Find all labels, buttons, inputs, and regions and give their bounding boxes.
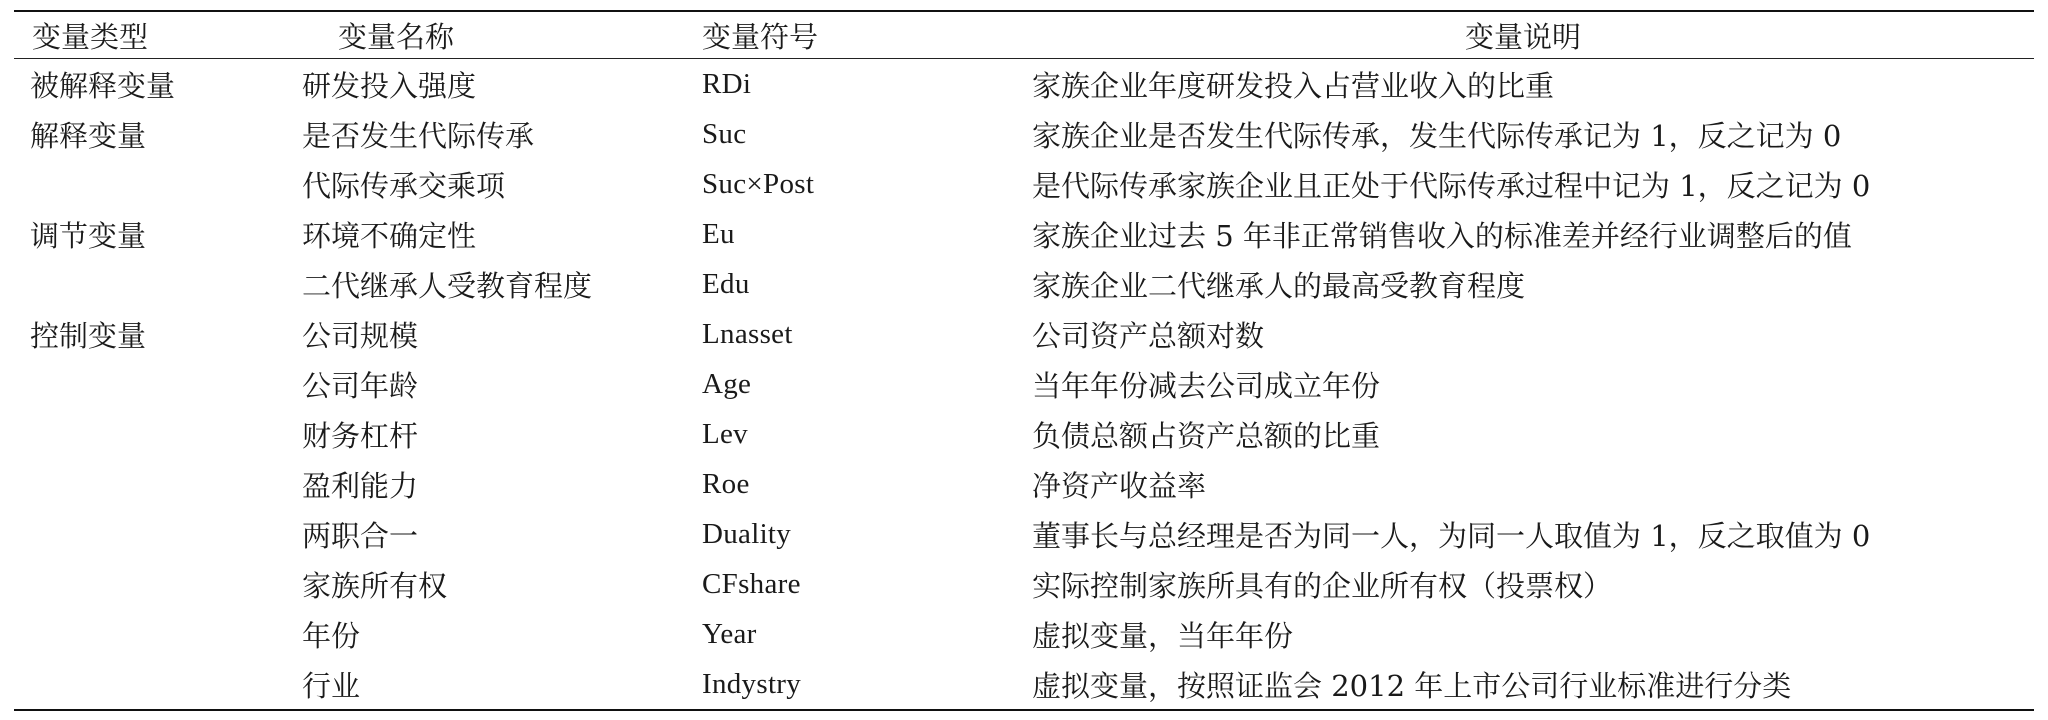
table-row — [14, 659, 2034, 709]
cell-name: 二代继承人受教育程度 — [302, 268, 593, 303]
cell-symbol: Suc×Post — [702, 167, 815, 200]
header-description: 变量说明 — [1464, 19, 1581, 54]
table-row — [14, 459, 2034, 509]
header-symbol: 变量符号 — [702, 19, 819, 54]
cell-symbol: Indystry — [702, 667, 802, 700]
cell-symbol: CFshare — [702, 567, 801, 600]
variable-table — [14, 10, 2034, 711]
cell-name: 盈利能力 — [302, 468, 419, 503]
table-body — [14, 59, 2034, 709]
cell-description: 董事长与总经理是否为同一人，为同一人取值为 1，反之取值为 0 — [1032, 518, 1871, 553]
table-header-row — [14, 12, 2034, 58]
table-row — [14, 509, 2034, 559]
cell-description: 当年年份减去公司成立年份 — [1032, 368, 1381, 403]
header-type: 变量类型 — [32, 19, 149, 54]
table-row — [14, 59, 2034, 109]
cell-symbol: Roe — [702, 467, 750, 500]
cell-symbol: Duality — [702, 517, 792, 550]
table-row — [14, 159, 2034, 209]
cell-description: 家族企业二代继承人的最高受教育程度 — [1032, 268, 1526, 303]
table-row — [14, 109, 2034, 159]
cell-description: 负债总额占资产总额的比重 — [1032, 418, 1381, 453]
cell-name: 公司规模 — [302, 318, 419, 353]
cell-symbol: Edu — [702, 267, 750, 300]
table-row — [14, 559, 2034, 609]
cell-type: 控制变量 — [30, 318, 147, 353]
header-name: 变量名称 — [338, 19, 455, 54]
cell-description: 虚拟变量，当年年份 — [1032, 618, 1294, 653]
cell-name: 行业 — [302, 668, 361, 703]
cell-symbol: RDi — [702, 67, 752, 100]
table-row — [14, 259, 2034, 309]
table-row — [14, 309, 2034, 359]
table-row — [14, 209, 2034, 259]
cell-name: 研发投入强度 — [302, 68, 477, 103]
cell-symbol: Suc — [702, 117, 747, 150]
cell-name: 财务杠杆 — [302, 418, 419, 453]
cell-name: 两职合一 — [302, 518, 419, 553]
cell-description: 净资产收益率 — [1032, 468, 1207, 503]
cell-description: 虚拟变量，按照证监会 2012 年上市公司行业标准进行分类 — [1032, 668, 1792, 703]
cell-symbol: Age — [702, 367, 752, 400]
cell-description: 家族企业年度研发投入占营业收入的比重 — [1032, 68, 1555, 103]
cell-name: 家族所有权 — [302, 568, 448, 603]
cell-type: 解释变量 — [30, 118, 147, 153]
bottom-rule — [14, 709, 2034, 711]
cell-symbol: Lev — [702, 417, 748, 450]
cell-name: 公司年龄 — [302, 368, 419, 403]
cell-description: 公司资产总额对数 — [1032, 318, 1265, 353]
cell-description: 实际控制家族所具有的企业所有权（投票权） — [1032, 568, 1613, 603]
table-row — [14, 409, 2034, 459]
cell-description: 家族企业是否发生代际传承，发生代际传承记为 1，反之记为 0 — [1032, 118, 1842, 153]
table-row — [14, 359, 2034, 409]
cell-type: 被解释变量 — [30, 68, 176, 103]
cell-description: 是代际传承家族企业且正处于代际传承过程中记为 1，反之记为 0 — [1032, 168, 1871, 203]
cell-symbol: Year — [702, 617, 757, 650]
cell-description: 家族企业过去 5 年非正常销售收入的标准差并经行业调整后的值 — [1032, 218, 1852, 253]
cell-symbol: Lnasset — [702, 317, 793, 350]
cell-name: 是否发生代际传承 — [302, 118, 535, 153]
cell-name: 代际传承交乘项 — [302, 168, 506, 203]
cell-type: 调节变量 — [30, 218, 147, 253]
cell-symbol: Eu — [702, 217, 735, 250]
table-row — [14, 609, 2034, 659]
cell-name: 年份 — [302, 618, 361, 653]
cell-name: 环境不确定性 — [302, 218, 477, 253]
